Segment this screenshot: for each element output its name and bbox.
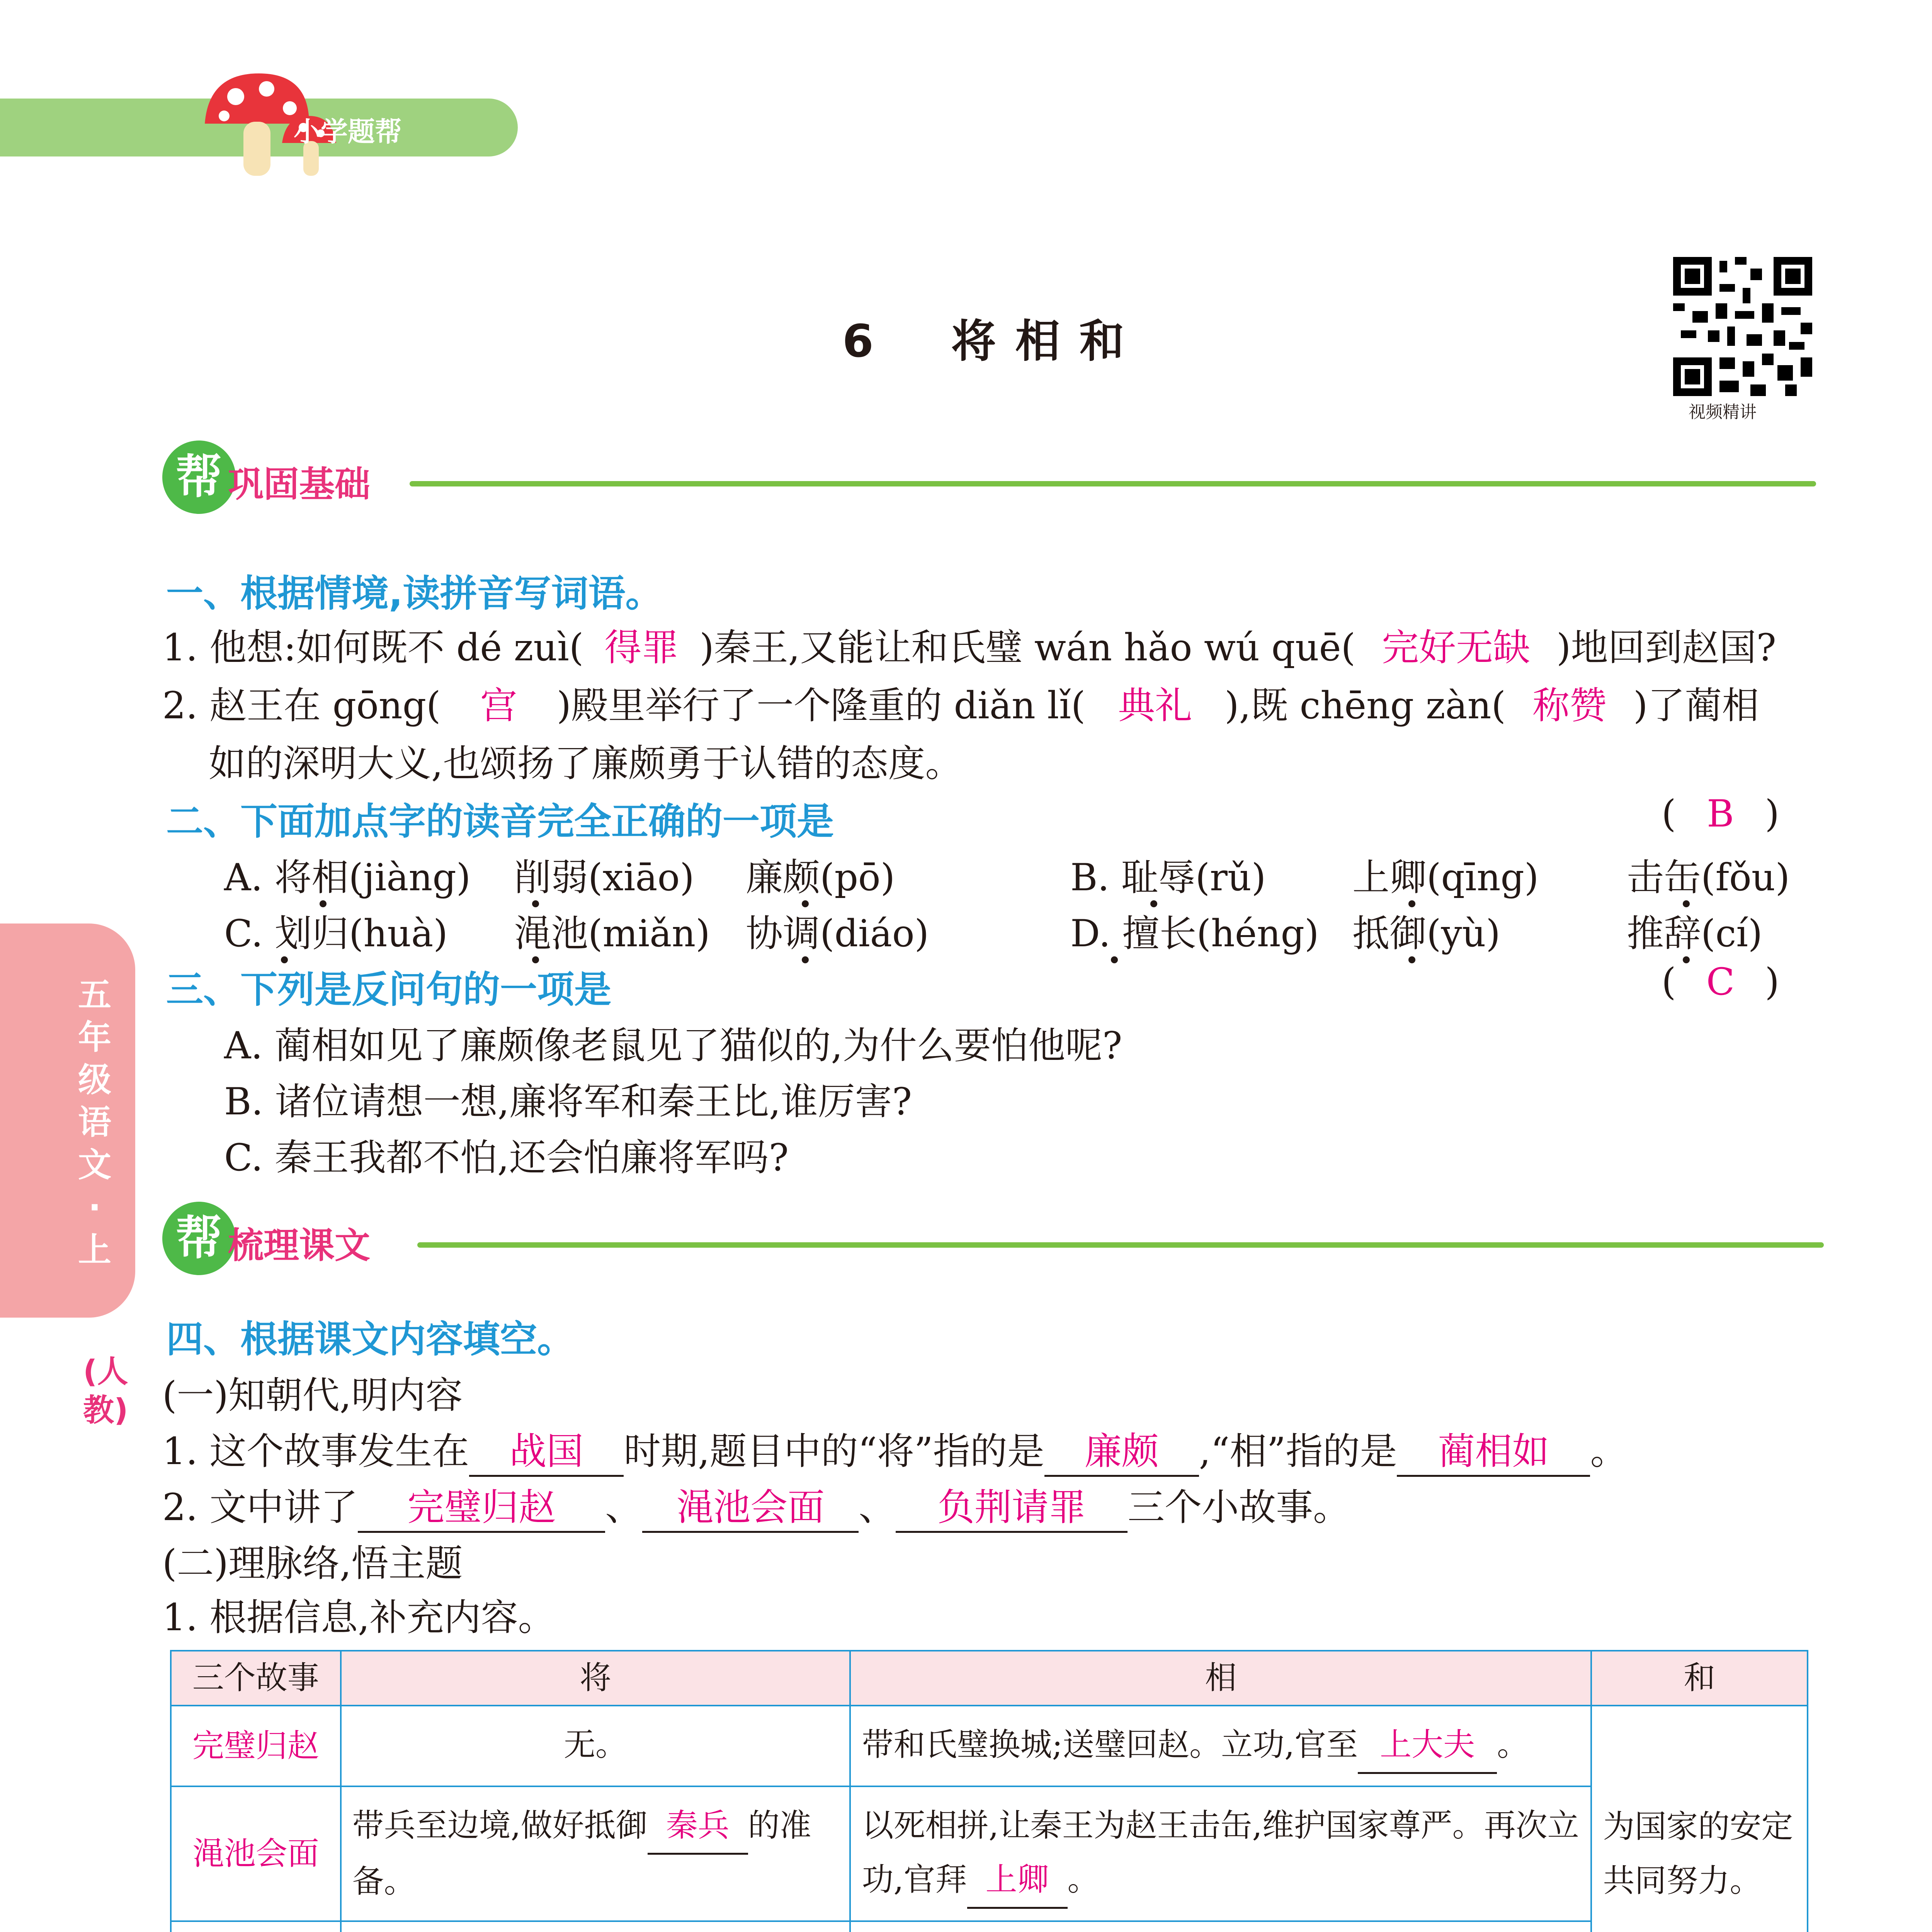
emphasis-dot	[1111, 956, 1118, 963]
answer-blank: 上卿	[967, 1853, 1068, 1909]
section-rule	[410, 481, 1816, 486]
option-b-2: 上卿(qīng)	[1352, 856, 1539, 899]
harmony-cell: 为国家的安定共同努力。	[1591, 1706, 1808, 1932]
story-name-cell	[171, 1921, 341, 1932]
q3-option-a: A. 蔺相如见了廉颇像老鼠见了猫似的,为什么要怕他呢?	[224, 1024, 1122, 1067]
answer: 得罪	[604, 626, 679, 669]
option-a: A. 将相(jiàng)	[224, 856, 471, 899]
answer-blank: 秦兵	[648, 1799, 748, 1855]
general-cell: 带兵至边境,做好抵御 秦兵 的准备。	[341, 1786, 850, 1921]
emphasis-dot	[532, 900, 539, 907]
side-edition-label: (人教)	[83, 1354, 128, 1428]
section-badge: 帮	[162, 1202, 236, 1275]
q4-line-1: 1. 这个故事发生在 战国 时期,题目中的“将”指的是 廉颇 ,“相”指的是 蔺相如 。	[162, 1422, 1627, 1477]
option-d-3: 推辞(cí)	[1627, 912, 1763, 955]
emphasis-dot	[802, 956, 809, 963]
table-row	[171, 1921, 1808, 1932]
minister-cell	[850, 1921, 1591, 1932]
option-d-2: 抵御(yù)	[1352, 912, 1500, 955]
qr-caption: 视频精讲	[1689, 402, 1757, 422]
section-header-consolidate	[162, 440, 1816, 529]
question-1-line-3: 如的深明大义,也颂扬了廉颇勇于认错的态度。	[209, 742, 963, 785]
q4-part-1: (一)知朝代,明内容	[162, 1374, 463, 1417]
minister-cell: 以死相拼,让秦王为赵王击缶,维护国家尊严。再次立功,官拜 上卿 。	[850, 1786, 1591, 1921]
general-cell	[341, 1921, 850, 1932]
lesson-title-row	[842, 305, 1144, 370]
answer-blank: 完璧归赵	[358, 1478, 605, 1533]
question-1-title: 一、根据情境,读拼音写词语。	[166, 572, 663, 615]
answer-blank: 蔺相如	[1397, 1422, 1590, 1477]
table-header-cell: 三个故事	[171, 1651, 341, 1706]
section-title: 梳理课文	[228, 1225, 371, 1266]
question-2-title: 二、下面加点字的读音完全正确的一项是	[166, 800, 834, 843]
answer-blank: 战国	[469, 1422, 624, 1477]
answer-blank: 负荆请罪	[896, 1478, 1128, 1533]
side-tab	[0, 923, 135, 1318]
emphasis-dot	[320, 900, 327, 907]
general-cell: 无。	[341, 1706, 850, 1786]
emphasis-dot	[1408, 900, 1415, 907]
option-c-3: 协调(diáo)	[746, 912, 929, 955]
option-b-3: 击缶(fǒu)	[1627, 856, 1790, 899]
table-header-row	[171, 1651, 1808, 1706]
question-3-answer-bracket: ( C )	[1662, 960, 1779, 1003]
question-4-title: 四、根据课文内容填空。	[166, 1318, 574, 1361]
table-row	[171, 1706, 1808, 1786]
minister-cell: 带和氏璧换城;送璧回赵。立功,官至 上大夫 。	[850, 1706, 1591, 1786]
emphasis-dot	[802, 900, 809, 907]
question-1-line-1: 1. 他想:如何既不 dé zuì( 得罪 )秦王,又能让和氏璧 wán hǎo wú quē( 完好无缺 )地回到赵国?	[162, 618, 1776, 671]
table-header-cell: 将	[341, 1651, 850, 1706]
table-header-cell: 相	[850, 1651, 1591, 1706]
question-3-title: 三、下列是反问句的一项是	[166, 968, 611, 1011]
side-grade-label: 五年级语文·上	[78, 976, 111, 1269]
answer: C	[1706, 960, 1735, 1003]
option-a-2: 削弱(xiāo)	[514, 856, 694, 899]
story-name-cell: 渑池会面	[171, 1786, 341, 1921]
answer-blank: 廉颇	[1044, 1422, 1199, 1477]
answer-blank: 上大夫	[1358, 1718, 1497, 1774]
brand-label: 小学题帮	[294, 116, 402, 148]
story-name-cell: 完璧归赵	[171, 1706, 341, 1786]
option-d: D. 擅长(héng)	[1070, 912, 1319, 955]
option-b: B. 耻辱(rǔ)	[1070, 856, 1266, 899]
emphasis-dot	[1408, 956, 1415, 963]
question-2-answer-bracket: ( B )	[1662, 792, 1779, 835]
lesson-number: 6	[842, 315, 874, 367]
question-1-line-2: 2. 赵王在 gōng( 宫 )殿里举行了一个隆重的 diǎn lǐ( 典礼 ),既 chēng zàn( 称赞 )了蔺相	[162, 676, 1759, 729]
option-c-2: 渑池(miǎn)	[514, 912, 710, 955]
story-table	[170, 1650, 1808, 1932]
qr-code-icon	[1673, 257, 1812, 396]
answer: 称赞	[1532, 684, 1607, 727]
section-header-outline	[162, 1202, 1816, 1291]
answer: 宫	[480, 684, 517, 727]
q4-part-2: (二)理脉络,悟主题	[162, 1542, 463, 1585]
section-title: 巩固基础	[228, 464, 371, 505]
table-row	[171, 1786, 1808, 1921]
q4-table-intro: 1. 根据信息,补充内容。	[162, 1596, 555, 1639]
emphasis-dot	[1150, 900, 1157, 907]
answer: 完好无缺	[1381, 626, 1530, 669]
section-rule	[417, 1242, 1824, 1248]
qr-code[interactable]	[1673, 257, 1812, 396]
q4-line-2: 2. 文中讲了 完璧归赵 、 渑池会面 、 负荆请罪 三个小故事。	[162, 1478, 1350, 1533]
answer: 典礼	[1118, 684, 1192, 727]
option-a-3: 廉颇(pō)	[746, 856, 895, 899]
option-c: C. 划归(huà)	[224, 912, 448, 955]
section-badge: 帮	[162, 440, 236, 514]
q3-option-c: C. 秦王我都不怕,还会怕廉将军吗?	[224, 1136, 789, 1179]
answer-blank: 渑池会面	[642, 1478, 859, 1533]
q3-option-b: B. 诸位请想一想,廉将军和秦王比,谁厉害?	[224, 1080, 912, 1123]
emphasis-dot	[1683, 900, 1690, 907]
answer: B	[1707, 792, 1734, 835]
lesson-title: 将相和	[951, 315, 1144, 367]
table-header-cell: 和	[1591, 1651, 1808, 1706]
